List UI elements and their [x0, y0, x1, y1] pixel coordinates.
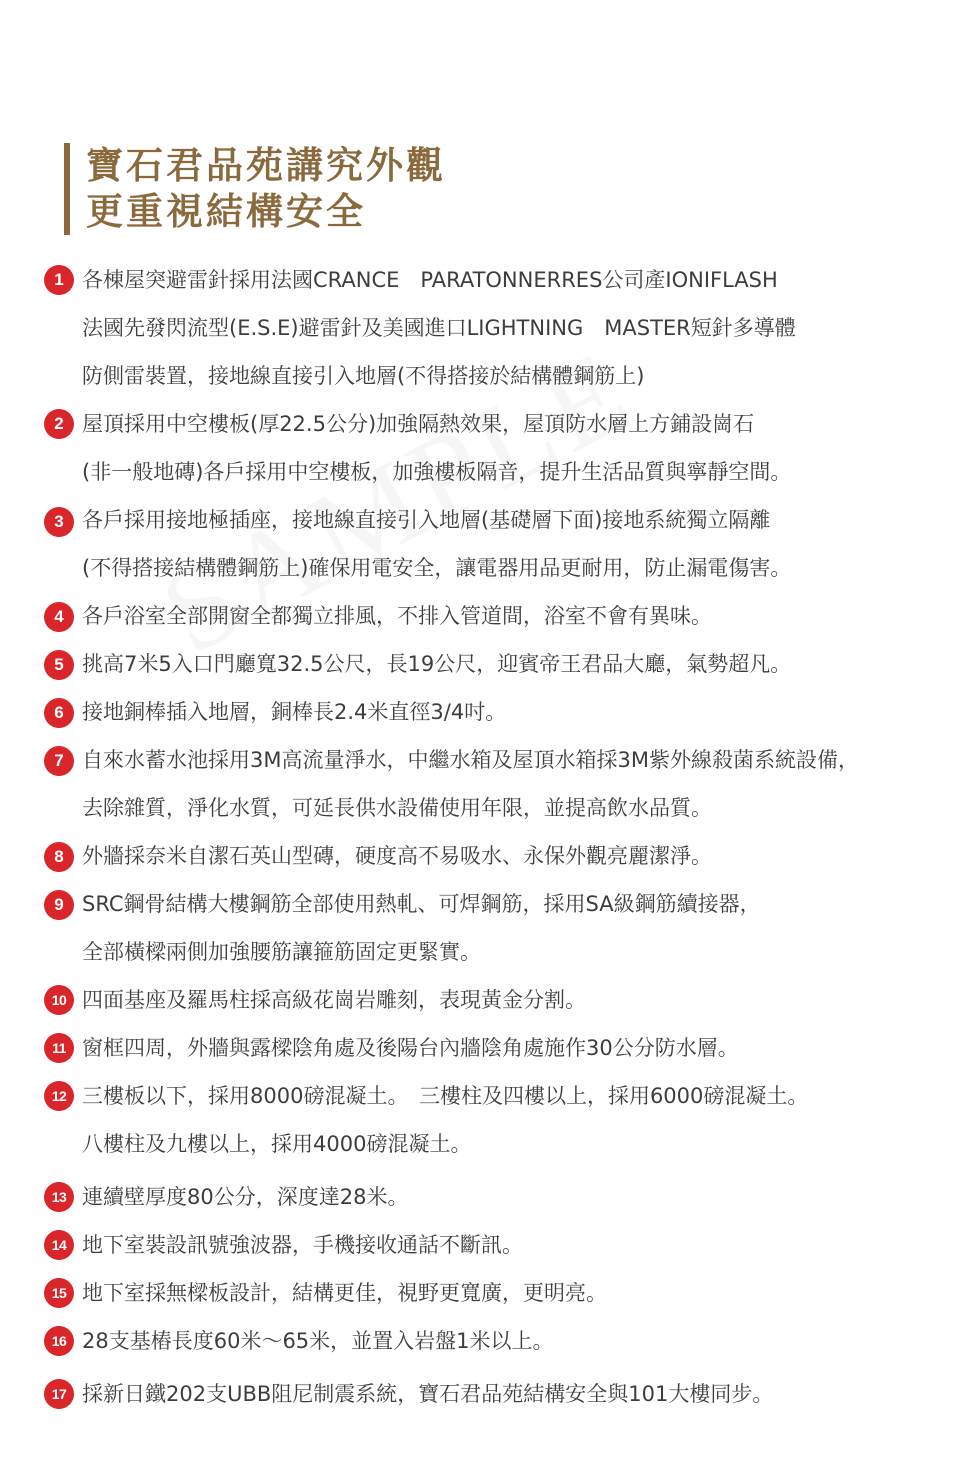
list-item-text: 法國先發閃流型(E.S.E)避雷針及美國進口LIGHTNING MASTER短針多導體: [82, 316, 796, 340]
list-item-text: (非一般地磚)各戶採用中空樓板，加強樓板隔音，提升生活品質與寧靜空間。: [82, 460, 792, 484]
list-item-text: 去除雜質，淨化水質，可延長供水設備使用年限，並提高飲水品質。: [82, 796, 712, 820]
list-item-text: 挑高7米5入口門廳寬32.5公尺，長19公尺，迎賓帝王君品大廳，氣勢超凡。: [82, 652, 792, 676]
list-item-text: 各戶浴室全部開窗全都獨立排風，不排入管道間，浴室不會有異味。: [82, 604, 712, 628]
list-item-text: 三樓板以下，採用8000磅混凝土。 三樓柱及四樓以上，採用6000磅混凝土。: [82, 1084, 809, 1108]
item-number-badge: 3: [44, 507, 74, 537]
item-number-badge: 13: [44, 1182, 74, 1212]
item-number-badge: 6: [44, 698, 74, 728]
item-number-badge: 4: [44, 602, 74, 632]
list-item-text: 八樓柱及九樓以上，採用4000磅混凝土。: [82, 1132, 472, 1156]
list-item-text: 地下室裝設訊號強波器，手機接收通話不斷訊。: [82, 1233, 523, 1257]
list-item-text: 接地銅棒插入地層，銅棒長2.4米直徑3/4吋。: [82, 700, 507, 724]
item-number-badge: 5: [44, 650, 74, 680]
list-item-text: 採新日鐵202支UBB阻尼制震系統，寶石君品苑結構安全與101大樓同步。: [82, 1382, 774, 1406]
list-item-text: 各戶採用接地極插座，接地線直接引入地層(基礎層下面)接地系統獨立隔離: [82, 508, 771, 532]
list-item-text: SRC鋼骨結構大樓鋼筋全部使用熱軋、可焊鋼筋，採用SA級鋼筋續接器，: [82, 892, 761, 916]
item-number-badge: 9: [44, 890, 74, 920]
list-item-text: 連續壁厚度80公分，深度達28米。: [82, 1185, 409, 1209]
item-number-badge: 7: [44, 746, 74, 776]
title-line-2: 更重視結構安全: [86, 190, 366, 233]
page-title: [64, 143, 446, 235]
list-item-text: 全部橫樑兩側加強腰筋讓箍筋固定更緊實。: [82, 940, 481, 964]
item-number-badge: 17: [44, 1379, 74, 1409]
item-number-badge: 11: [44, 1033, 74, 1063]
list-item-text: 28支基樁長度60米～65米，並置入岩盤1米以上。: [82, 1329, 554, 1353]
list-item-text: (不得搭接結構體鋼筋上)確保用電安全，讓電器用品更耐用，防止漏電傷害。: [82, 556, 792, 580]
list-item-text: 自來水蓄水池採用3M高流量淨水，中繼水箱及屋頂水箱採3M紫外線殺菌系統設備，: [82, 748, 859, 772]
list-item-text: 防側雷裝置，接地線直接引入地層(不得搭接於結構體鋼筋上): [82, 364, 645, 388]
list-item-text: 地下室採無樑板設計，結構更佳，視野更寬廣，更明亮。: [82, 1281, 607, 1305]
item-number-badge: 2: [44, 409, 74, 439]
list-item-text: 外牆採奈米自潔石英山型磚，硬度高不易吸水、永保外觀亮麗潔淨。: [82, 844, 712, 868]
list-item-text: 窗框四周，外牆與露樑陰角處及後陽台內牆陰角處施作30公分防水層。: [82, 1036, 739, 1060]
item-number-badge: 10: [44, 985, 74, 1015]
title-line-1: 寶石君品苑講究外觀: [86, 144, 446, 187]
item-number-badge: 8: [44, 842, 74, 872]
item-number-badge: 15: [44, 1278, 74, 1308]
list-item-text: 屋頂採用中空樓板(厚22.5公分)加強隔熱效果，屋頂防水層上方鋪設崗石: [82, 412, 755, 436]
item-number-badge: 1: [44, 265, 74, 295]
item-number-badge: 16: [44, 1326, 74, 1356]
item-number-badge: 14: [44, 1230, 74, 1260]
list-item-text: 四面基座及羅馬柱採高級花崗岩雕刻，表現黃金分割。: [82, 988, 586, 1012]
list-item-text: 各棟屋突避雷針採用法國CRANCE PARATONNERRES公司產IONIFLASH: [82, 268, 778, 292]
item-number-badge: 12: [44, 1081, 74, 1111]
